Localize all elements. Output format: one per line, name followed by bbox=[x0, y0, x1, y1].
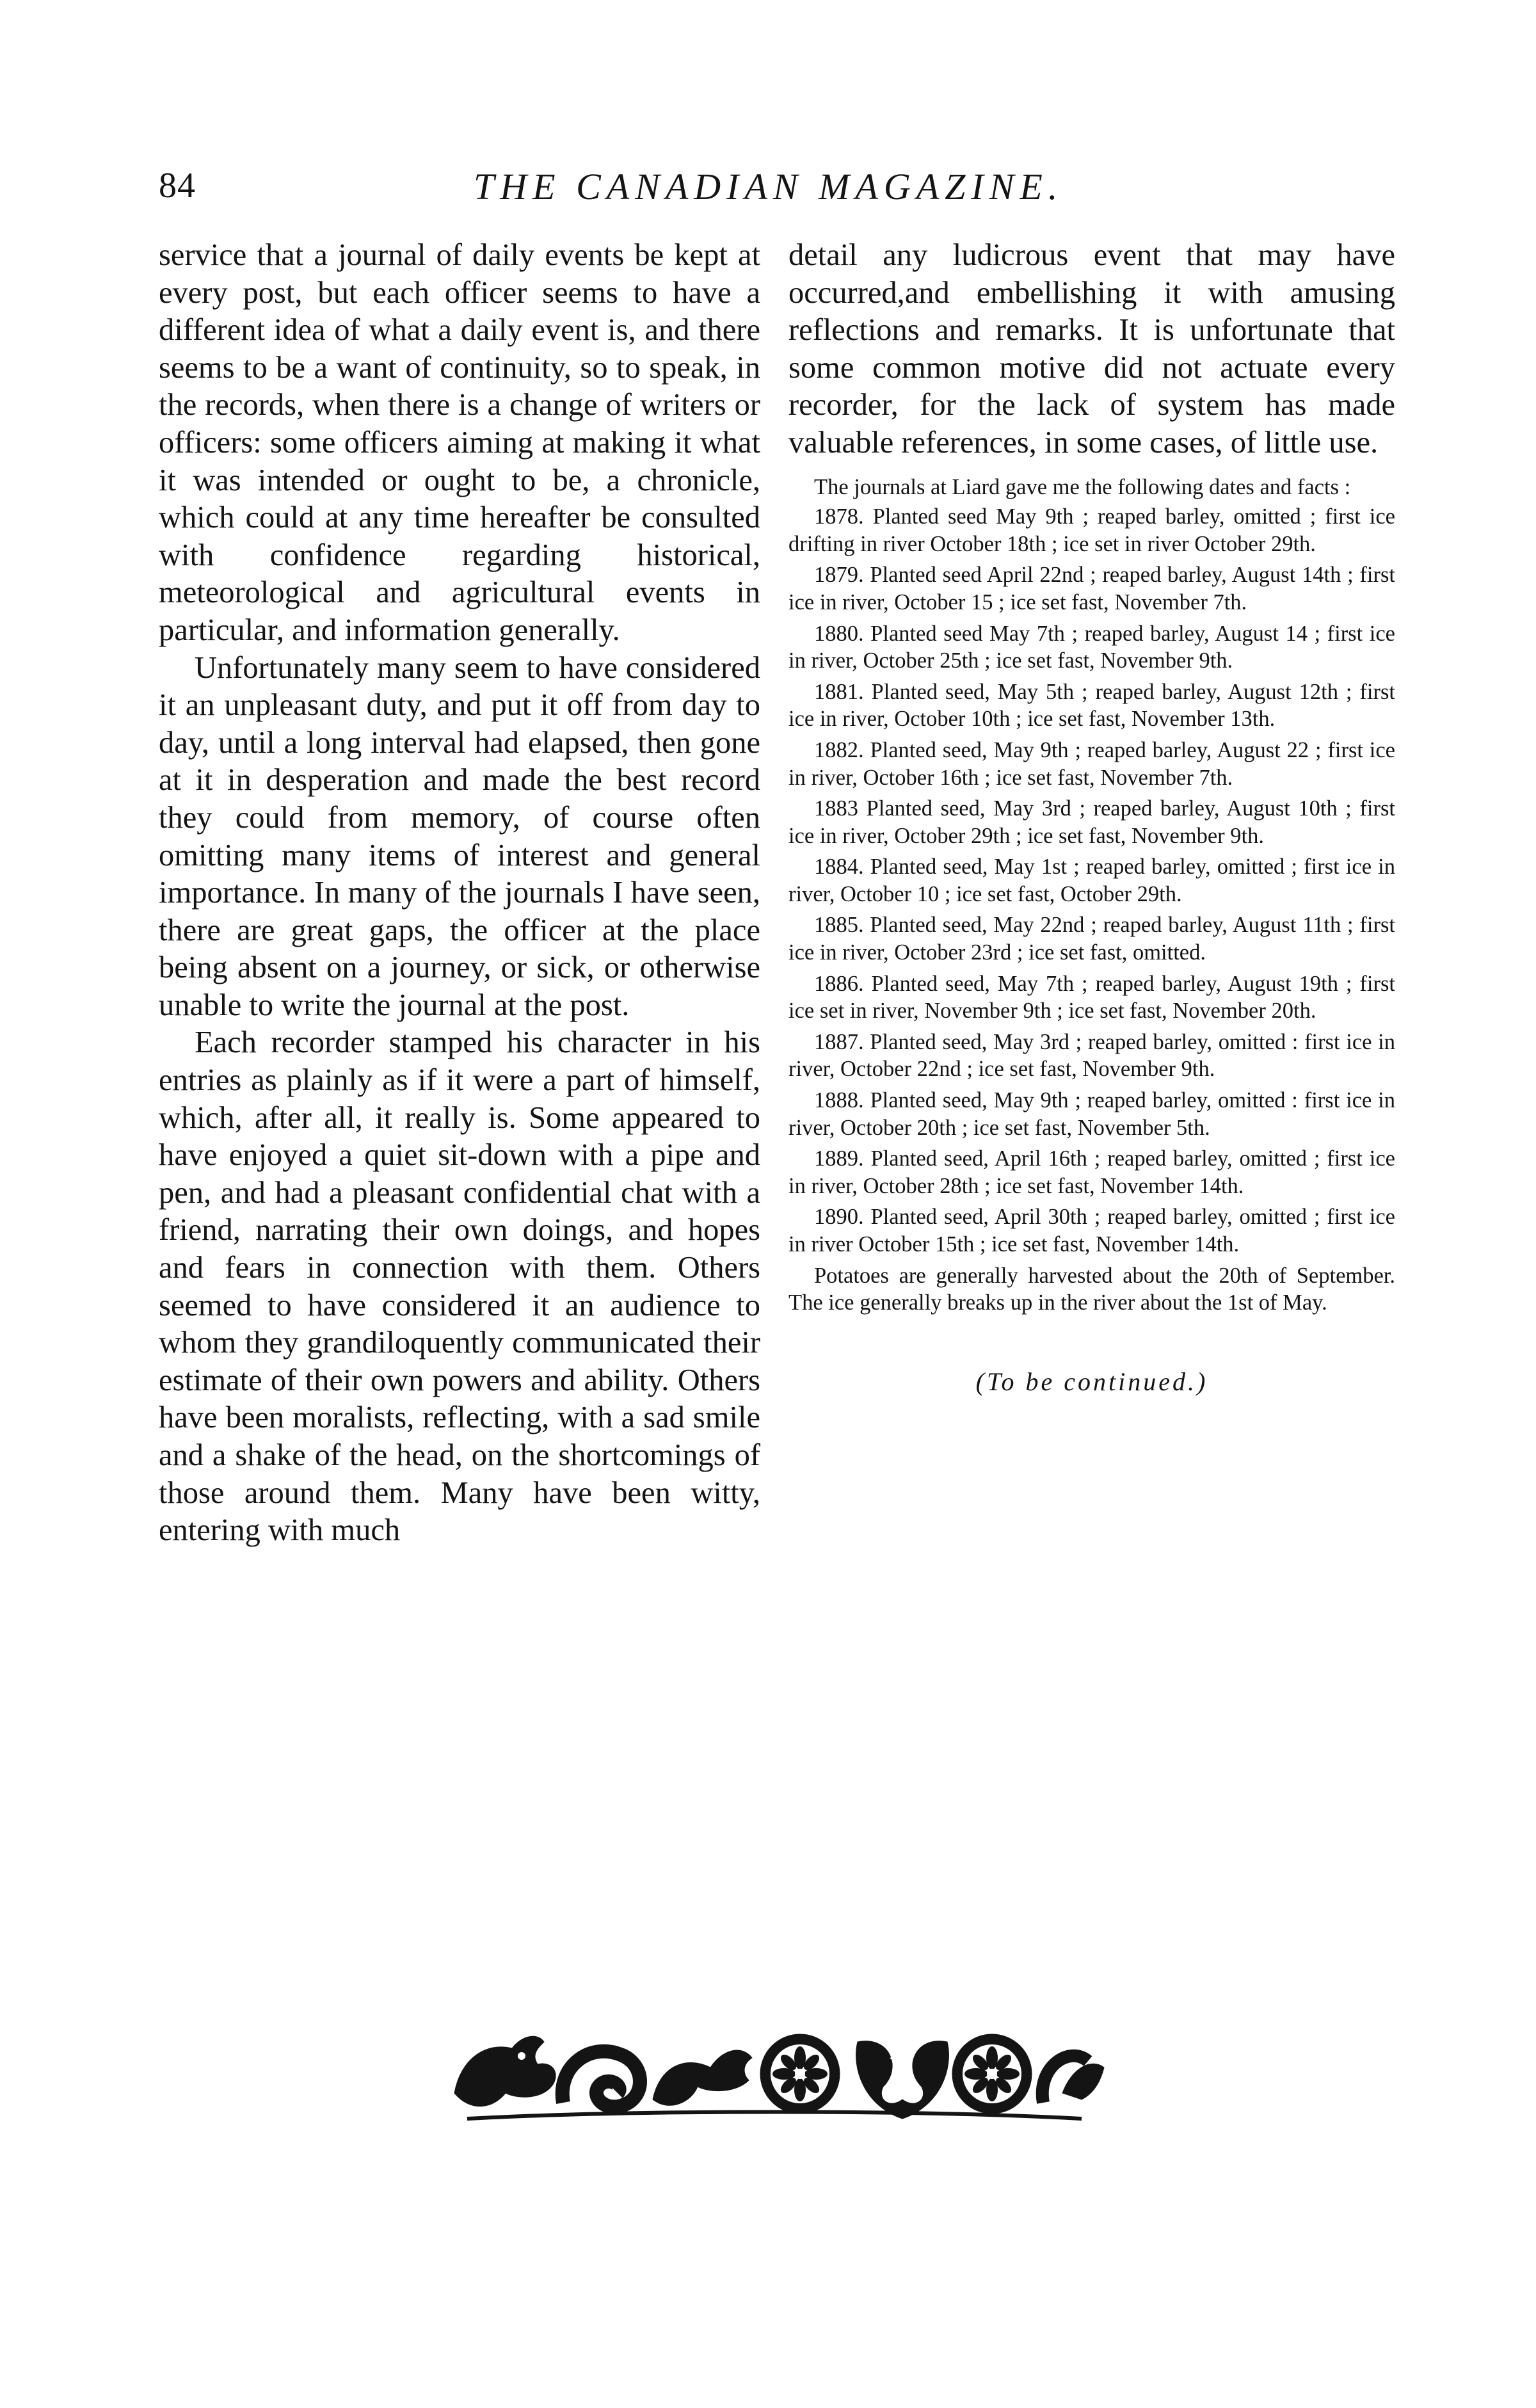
journal-entry: 1890. Planted seed, April 30th ; reaped barley, omitted ; first ice in river October 15th ; ice set fast, November 14th. bbox=[788, 1205, 1395, 1256]
paragraph: detail any ludicrous event that may have occurred,and embellishing it with amusing reflections and remarks. It is unfortunate that some common motive did not actuate every recorder, for the lack of system has made valuable references, in some cases, of little use. bbox=[788, 238, 1395, 460]
to-be-continued: (To be continued.) bbox=[975, 1367, 1208, 1396]
journal-entry: 1888. Planted seed, May 9th ; reaped barley, omitted : first ice in river, October 20th ; ice set fast, November 5th. bbox=[788, 1088, 1395, 1140]
paragraph: Each recorder stamped his character in his entries as plainly as if it were a part of himself, which, after all, it really is. Some appeared to have enjoyed a quiet sit-down with a pipe and pen, and had a pleasant confidential chat with a friend, narrating their own doings, and hopes and fears in connection with them. Others seemed to have considered it an audience to whom they grandiloquently communicated their estimate of their own powers and ability. Others have been moralists, reflecting, with a sad smile and a shake of the head, on the shortcomings of those around them. Many have been witty, entering with much bbox=[159, 1025, 760, 1548]
journal-entry: 1879. Planted seed April 22nd ; reaped barley, August 14th ; first ice in river, October 15 ; ice set fast, November 7th. bbox=[788, 563, 1395, 614]
journal-entry: 1883 Planted seed, May 3rd ; reaped barley, August 10th ; first ice in river, October 29th ; ice set fast, November 9th. bbox=[788, 796, 1395, 848]
journal-entry: 1878. Planted seed May 9th ; reaped barley, omitted ; first ice drifting in river October 18th ; ice set in river October 29th. bbox=[788, 504, 1395, 556]
right-column bbox=[788, 237, 1395, 1397]
paragraph: Unfortunately many seem to have considered it an unpleasant duty, and put it off from day to day, until a long interval had elapsed, then gone at it in desperation and made the best record they could from memory, of course often omitting many items of interest and general importance. In many of the journals I have seen, there are great gaps, the officer at the place being absent on a journey, or sick, or otherwise unable to write the journal at the post. bbox=[159, 650, 760, 1022]
notes-intro: The journals at Liard gave me the following dates and facts : bbox=[814, 474, 1351, 499]
journal-entry: 1881. Planted seed, May 5th ; reaped barley, August 12th ; first ice in river, October 10th ; ice set fast, November 13th. bbox=[788, 679, 1395, 732]
journal-entry: 1880. Planted seed May 7th ; reaped barley, August 14 ; first ice in river, October 25th ; ice set fast, November 9th. bbox=[788, 621, 1395, 673]
journal-entry: 1887. Planted seed, May 3rd ; reaped barley, omitted : first ice in river, October 22nd ; ice set fast, November 9th. bbox=[788, 1029, 1395, 1082]
closing-paragraph: Potatoes are generally harvested about the 20th of September. The ice generally breaks up in the river about the 1st of May. bbox=[788, 1263, 1395, 1315]
journal-entry: 1882. Planted seed, May 9th ; reaped barley, August 22 ; first ice in river, October 16th ; ice set fast, November 7th. bbox=[788, 737, 1395, 790]
journal-entry: 1885. Planted seed, May 22nd ; reaped barley, August 11th ; first ice in river, October 23rd ; ice set fast, omitted. bbox=[788, 913, 1395, 965]
left-column bbox=[159, 237, 760, 1550]
paragraph: service that a journal of daily events be kept at every post, but each officer seems to have a different idea of what a daily event is, and there seems to be a want of continuity, so to speak, in the records, when there is a change of writers or officers: some officers aiming at making it what it was intended or ought to be, a chronicle, which could at any time hereafter be consulted with confidence regarding historical, meteorological and agricultural events in particular, and information generally. bbox=[159, 238, 760, 647]
journal-entry: 1889. Planted seed, April 16th ; reaped barley, omitted ; first ice in river, October 28th ; ice set fast, November 14th. bbox=[788, 1146, 1395, 1198]
running-head: THE CANADIAN MAGAZINE. bbox=[474, 166, 1064, 207]
journal-notes bbox=[788, 474, 1395, 1317]
journal-entry: 1884. Planted seed, May 1st ; reaped barley, omitted ; first ice in river, October 10 ; ice set fast, October 29th. bbox=[788, 855, 1395, 906]
page-number: 84 bbox=[159, 166, 196, 205]
journal-entry: 1886. Planted seed, May 7th ; reaped barley, August 19th ; first ice set in river, November 9th ; ice set fast, November 20th. bbox=[788, 971, 1395, 1023]
ornamental-tailpiece-icon bbox=[442, 1997, 1107, 2129]
